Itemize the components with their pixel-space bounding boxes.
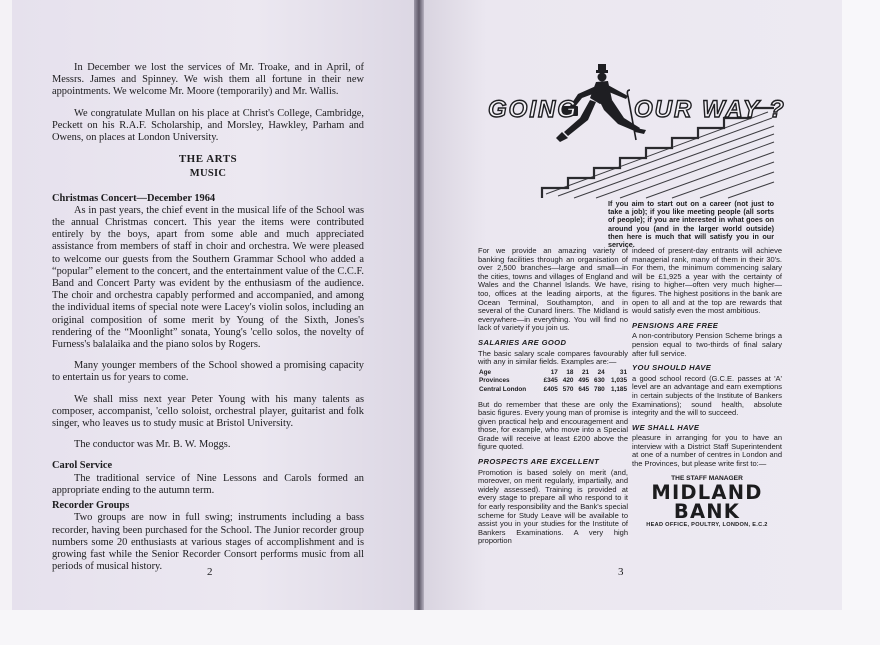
basic-figures-paragraph: But do remember that these are only the basic figures. Every young man of promise is given practical help and encouragement and those, for example, who move into a Special Grade will receive at least £200 above the figure quoted. xyxy=(478,399,628,452)
we-shall-have-paragraph: pleasure in arranging for you to have an interview with a District Staff Superintendent at one of a number of centres in London and the Provinces, but please write first to:— xyxy=(632,433,782,469)
peter-young-paragraph: We shall miss next year Peter Young with his many talents as composer, accompanist, 'cello soloist, orchestral player, guitarist and folk singer, who leaves us to study music at Bristol University. xyxy=(52,393,364,430)
music-heading: MUSIC xyxy=(189,168,227,180)
right-page-number: 3 xyxy=(618,566,624,578)
scan-bottom xyxy=(0,610,880,645)
university-places-paragraph: We congratulate Mullan on his place at Christ's College, Cambridge, Peckett on his R.A.F. Scholarship, and Morsley, Hawkley, Parham and Owens, on places at London University. xyxy=(52,107,364,144)
ad-column-left xyxy=(478,247,628,552)
should-have-heading: YOU SHOULD HAVE xyxy=(632,363,712,373)
table-row: Age 17 18 21 24 31 xyxy=(479,368,627,376)
the-arts-heading: THE ARTS xyxy=(178,153,238,166)
staff-changes-paragraph: In December we lost the services of Mr. Troake, and in April, of Messrs. James and Spinney. We wish them all fortune in their new appointments. We welcome Mr. Moore (temporarily) and Mr. Wallis. xyxy=(52,62,364,98)
ad-intro-text: If you aim to start out on a career (not just to take a job); if you like meeting people (all sorts of people); if you are interested in what goes on around you (and in the larger world outside) then here is much that will satisfy you in our service. xyxy=(608,199,774,250)
left-page-text xyxy=(52,62,364,582)
pensions-heading: PENSIONS ARE FREE xyxy=(632,320,719,330)
recorder-groups-paragraph: Two groups are now in full swing; instruments including a bass recorder, having been purchased for the School. The Junior recorder group numbers some 20 enthusiasts at various stages of accomplishment and is growing fast while the Senior Recorder Consort performs music from all periods of musical history. xyxy=(52,512,364,573)
pensions-paragraph: A non-contributory Pension Scheme brings a pension equal to two-thirds of final salary after full service. xyxy=(632,331,782,358)
binding-gutter xyxy=(414,0,424,610)
table-row: Provinces £345 420 495 630 1,035 xyxy=(479,377,627,385)
salaries-heading: SALARIES ARE GOOD xyxy=(478,337,567,347)
ad-column-right xyxy=(632,247,782,536)
should-have-paragraph: a good school record (G.C.E. passes at 'A' level are an advantage and earn exemptions in certain subjects of the Institute of Bankers Examinations); sound health, absolute integrity and the will to succeed. xyxy=(632,373,782,418)
carol-service-paragraph: The traditional service of Nine Lessons and Carols formed an appropriate ending to the autumn term. xyxy=(52,472,364,496)
headline-going: GOING xyxy=(488,96,579,123)
christmas-concert-heading: Christmas Concert—December 1964 xyxy=(52,192,216,204)
left-page-number: 2 xyxy=(207,566,213,578)
conductor-paragraph: The conductor was Mr. B. W. Moggs. xyxy=(74,439,231,451)
headline-our-way: OUR WAY ? xyxy=(634,96,786,123)
staff-manager-label: THE STAFF MANAGER xyxy=(671,474,743,482)
midland-wordmark: MIDLAND xyxy=(651,481,763,505)
staircase-runner-illustration xyxy=(540,68,776,200)
prospects-paragraph: Promotion is based solely on merit (and, moreover, on merit regularly, impartially, and widely assessed). Training is provided at every stage to prepare all who respond to it for early responsibility and the Bank's special scheme for Study Leave will be available to assist you in your studies for the Institute of Bankers Examinations. A very high proportion xyxy=(478,467,628,546)
salary-table xyxy=(478,369,628,395)
we-shall-have-heading: WE SHALL HAVE xyxy=(632,422,700,432)
bank-wordmark: BANK xyxy=(673,500,741,524)
managerial-paragraph: indeed of present-day entrants will achieve managerial rank, many of them in their 30's. For them, the minimum commencing salary will be £1,925 a year with the certainty of rising to higher—often very much higher—figures. The highest positions in the bank are open to all and at the top are rewards that would satisfy even the most ambitious. xyxy=(632,246,782,316)
branches-paragraph: For we provide an amazing variety of banking facilities through an organisation of over 2,500 branches—large and small—in the cities, towns and villages of England and Wales and the Channel Islands. We have, too, offices at the leading airports, at the Ocean Terminal, Southampton, and in several of the Cunard liners. The Midland is everywhere—in everything. You will find no lack of variety if you join us. xyxy=(478,246,628,333)
scan-margin xyxy=(842,0,880,610)
table-row: Central London £405 570 645 780 1,185 xyxy=(479,385,627,393)
carol-service-heading: Carol Service xyxy=(52,460,113,472)
recorder-groups-heading: Recorder Groups xyxy=(52,500,130,512)
prospects-heading: PROSPECTS ARE EXCELLENT xyxy=(478,457,600,467)
head-office-address: HEAD OFFICE, POULTRY, LONDON, E.C.2 xyxy=(646,522,768,529)
christmas-concert-paragraph: As in past years, the chief event in the musical life of the School was the annual Christmas concert. This year the items were contributed entirely by the boys, apart from some able and much appreciated assistance from members of staff in choir and orchestra. We were pleased to welcome our guests from the Southern Grammar School who added a “popular” element to the concert, and the entertainment value of the C.C.F. Band and Concert Party was evident by the enthusiasm of the audience. The choir and orchestra capably performed and accompanied, and among the individual items of special note were Lacey's violin solos, including an original composition of some merit by Young of the Sixth, Jones's rendering of the “Moonlight” sonata, Young's 'cello solos, the novelty of Furness's balalaika and the piano solos by Rogers. xyxy=(52,204,364,351)
ad-headline xyxy=(486,92,786,124)
younger-members-paragraph: Many younger members of the School showed a promising capacity to entertain us for years to come. xyxy=(52,360,364,384)
salaries-paragraph: The basic salary scale compares favourably with any in similar fields. Examples are:— xyxy=(478,348,628,367)
